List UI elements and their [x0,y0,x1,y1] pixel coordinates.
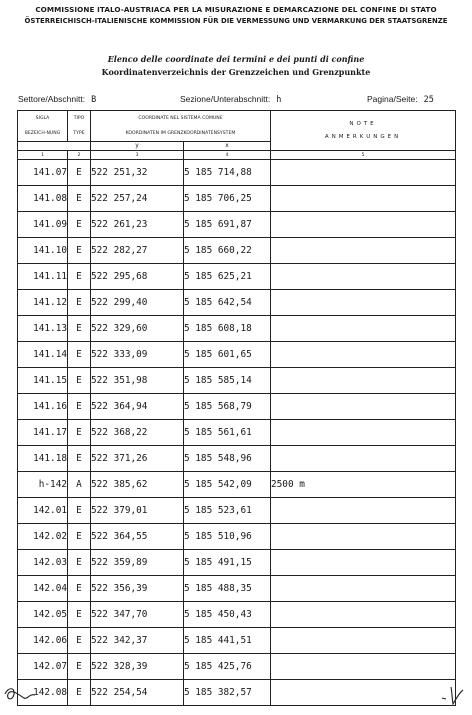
table-row [18,342,456,368]
row-type: E [68,394,91,420]
row-x: 5 185 714,88 [184,160,271,186]
row-id: 142.06 [18,628,68,654]
row-id: 141.09 [18,212,68,238]
row-id: 141.16 [18,394,68,420]
header-y: y [91,142,184,151]
row-type: E [68,498,91,524]
table-row [18,264,456,290]
row-y: 522 333,09 [91,342,184,368]
row-id: h-142 [18,472,68,498]
row-id: 142.02 [18,524,68,550]
row-y: 522 371,26 [91,446,184,472]
table-row [18,680,456,706]
row-type: E [68,420,91,446]
table-row [18,472,456,498]
row-note [271,498,456,524]
table-row [18,290,456,316]
sector-value: B [91,95,97,105]
coordinates-table [17,110,456,706]
table-row [18,498,456,524]
row-note [271,654,456,680]
table-row [18,524,456,550]
row-id: 141.13 [18,316,68,342]
row-id: 141.12 [18,290,68,316]
column-index-4: 4 [184,151,271,160]
header-x: x [184,142,271,151]
row-y: 522 261,23 [91,212,184,238]
row-x: 5 185 691,87 [184,212,271,238]
row-x: 5 185 585,14 [184,368,271,394]
row-id: 141.14 [18,342,68,368]
table-row [18,368,456,394]
row-y: 522 299,40 [91,290,184,316]
row-x: 5 185 510,96 [184,524,271,550]
row-note [271,290,456,316]
table-row [18,602,456,628]
section-field [180,94,281,105]
row-id: 141.18 [18,446,68,472]
row-note [271,628,456,654]
page-value: 25 [423,95,434,105]
column-index-5: 5 [271,151,456,160]
row-note [271,680,456,706]
row-x: 5 185 706,25 [184,186,271,212]
row-note [271,602,456,628]
header-coordinate-it: COORDINATE NEL SISTEMA COMUNE [91,111,271,126]
row-id: 141.15 [18,368,68,394]
row-y: 522 254,54 [91,680,184,706]
row-note [271,264,456,290]
row-type: E [68,576,91,602]
row-y: 522 379,01 [91,498,184,524]
row-y: 522 351,98 [91,368,184,394]
row-id: 141.17 [18,420,68,446]
column-index-1: 1 [18,151,68,160]
row-x: 5 185 425,76 [184,654,271,680]
page-field [367,94,434,105]
row-note [271,342,456,368]
header-blank [18,142,91,151]
row-y: 522 359,89 [91,550,184,576]
row-x: 5 185 523,61 [184,498,271,524]
row-y: 522 364,55 [91,524,184,550]
row-note [271,394,456,420]
row-type: E [68,524,91,550]
row-note [271,316,456,342]
row-type: E [68,654,91,680]
row-type: E [68,628,91,654]
row-id: 142.07 [18,654,68,680]
row-y: 522 295,68 [91,264,184,290]
signature-right [440,684,468,708]
sector-field [18,94,96,105]
header-coordinate-de: KOORDINATEN IM GRENZKOORDINATENSYSTEM [91,126,271,142]
row-y: 522 328,39 [91,654,184,680]
column-index-3: 3 [91,151,184,160]
row-id: 141.10 [18,238,68,264]
row-y: 522 342,37 [91,628,184,654]
row-x: 5 185 382,57 [184,680,271,706]
row-x: 5 185 568,79 [184,394,271,420]
row-type: E [68,186,91,212]
row-id: 142.05 [18,602,68,628]
row-type: E [68,602,91,628]
row-type: E [68,290,91,316]
table-row [18,446,456,472]
table-row [18,654,456,680]
row-id: 142.03 [18,550,68,576]
row-type: E [68,264,91,290]
row-x: 5 185 542,09 [184,472,271,498]
row-y: 522 282,27 [91,238,184,264]
row-x: 5 185 441,51 [184,628,271,654]
row-id: 142.04 [18,576,68,602]
table-row [18,160,456,186]
row-y: 522 251,32 [91,160,184,186]
table-row [18,550,456,576]
table-row [18,212,456,238]
table-row [18,576,456,602]
row-note [271,550,456,576]
header-tipo [68,111,91,142]
row-note [271,576,456,602]
header-note [271,111,456,151]
header-sigla-de: BEZEICH-NUNG [24,131,61,136]
row-note [271,160,456,186]
row-y: 522 368,22 [91,420,184,446]
row-x: 5 185 491,15 [184,550,271,576]
row-y: 522 257,24 [91,186,184,212]
commission-title-german: ÖSTERREICHISCH-ITALIENISCHE KOMMISSION FÜR DIE VERMESSUNG UND VERMARKUNG DER STAATSGRENZE [24,17,448,25]
row-type: A [68,472,91,498]
row-note [271,368,456,394]
page-label: Pagina/Seite: [367,94,418,104]
row-type: E [68,342,91,368]
row-x: 5 185 660,22 [184,238,271,264]
table-row [18,420,456,446]
column-index-2: 2 [68,151,91,160]
header-note-de: ANMERKUNGEN [324,133,402,140]
row-x: 5 185 561,61 [184,420,271,446]
section-label: Sezione/Unterabschnitt: [180,94,271,104]
table-row [18,628,456,654]
row-note [271,186,456,212]
row-type: E [68,368,91,394]
row-type: E [68,680,91,706]
row-x: 5 185 450,43 [184,602,271,628]
signature-left [2,682,38,706]
row-x: 5 185 642,54 [184,290,271,316]
row-note [271,420,456,446]
table-row [18,186,456,212]
row-id: 142.01 [18,498,68,524]
row-y: 522 385,62 [91,472,184,498]
row-type: E [68,316,91,342]
row-y: 522 364,94 [91,394,184,420]
table-row [18,394,456,420]
row-type: E [68,238,91,264]
document-title-german: Koordinatenverzeichnis der Grenzzeichen und Grenzpunkte [101,67,371,77]
row-x: 5 185 488,35 [184,576,271,602]
document-title-italian: Elenco delle coordinate dei termini e dei punti di confine [107,54,365,64]
sector-label: Settore/Abschnitt: [18,94,86,104]
row-note [271,524,456,550]
row-y: 522 356,39 [91,576,184,602]
row-id: 141.11 [18,264,68,290]
header-sigla [18,111,68,142]
row-y: 522 347,70 [91,602,184,628]
row-x: 5 185 625,21 [184,264,271,290]
row-id: 142.08 [18,680,68,706]
row-id: 141.07 [18,160,68,186]
commission-title-italian: COMMISSIONE ITALO-AUSTRIACA PER LA MISURAZIONE E DEMARCAZIONE DEL CONFINE DI STATO [35,5,437,14]
row-id: 141.08 [18,186,68,212]
row-x: 5 185 601,65 [184,342,271,368]
row-note: 2500 m [271,472,456,498]
row-x: 5 185 608,18 [184,316,271,342]
row-type: E [68,160,91,186]
row-x: 5 185 548,96 [184,446,271,472]
row-type: E [68,212,91,238]
table-row [18,316,456,342]
header-tipo-de: TYPE [73,131,85,136]
header-note-it: NOTE [349,120,377,127]
row-note [271,446,456,472]
row-note [271,238,456,264]
table-row [18,238,456,264]
row-type: E [68,550,91,576]
row-note [271,212,456,238]
header-sigla-it: SIGLA [35,115,50,121]
row-y: 522 329,60 [91,316,184,342]
row-type: E [68,446,91,472]
header-tipo-it: TIPO [73,115,85,121]
section-value: h [276,95,282,105]
